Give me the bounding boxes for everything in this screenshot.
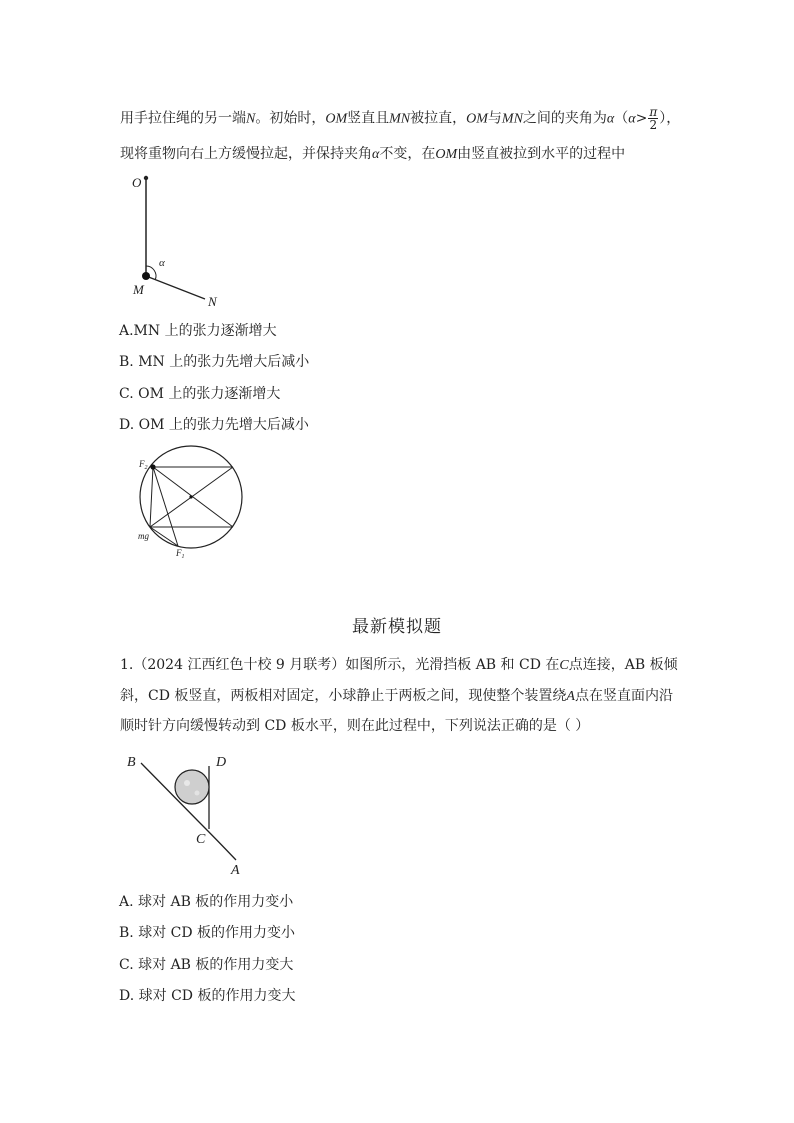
stem-text: （2024 江西红色十校 9 月联考）如图所示，光滑挡板 AB 和 CD 在 — [133, 657, 560, 673]
ball-highlight — [195, 791, 200, 796]
q1-stem-line-3: 顺时针方向缓慢转动到 CD 板水平，则在此过程中，下列说法正确的是（ ） — [120, 718, 590, 734]
stem-text: 之间的夹角为 — [522, 110, 607, 127]
rope-MN — [146, 276, 205, 299]
stem-text: 由竖直被拉到水平的过程中 — [457, 146, 626, 162]
label-alpha: α — [159, 257, 165, 269]
point-O — [144, 176, 148, 180]
q1-option-d: D. 球对 CD 板的作用力变大 — [119, 988, 296, 1004]
question-stem-line-1 — [120, 106, 680, 131]
left-chord — [150, 467, 153, 527]
label-B: B — [127, 755, 136, 770]
stem-text: 。初始时， — [255, 110, 326, 127]
q1-option-b: B. 球对 CD 板的作用力变小 — [119, 925, 296, 941]
point-F2 — [150, 464, 155, 469]
label-OM: OM — [466, 111, 488, 127]
alpha-symbol: α — [606, 111, 615, 127]
force-circle — [140, 446, 242, 548]
label-F2: $F_2$ — [139, 459, 148, 471]
board-AB — [141, 763, 236, 860]
alpha-symbol: α — [372, 147, 380, 162]
option-a: A.MN 上的张力逐渐增大 — [119, 323, 277, 339]
label-C: C — [196, 832, 206, 847]
stem-text: 用手拉住绳的另一端 — [120, 110, 246, 127]
section-title: 最新模拟题 — [352, 617, 442, 637]
label-OM: OM — [325, 111, 348, 127]
angle-arc — [146, 266, 156, 280]
stem-text: 现将重物向右上方缓慢拉起，并保持夹角 — [120, 146, 372, 162]
weight-M — [142, 272, 150, 280]
option-d: D. OM 上的张力先增大后减小 — [119, 417, 309, 433]
fraction-numerator: π — [649, 105, 658, 119]
label-D: D — [216, 755, 227, 770]
pi-over-2-fraction — [648, 106, 658, 131]
label-O: O — [132, 175, 142, 190]
ball-highlight — [184, 780, 190, 786]
circle-center — [189, 495, 192, 498]
label-OM: OM — [435, 147, 458, 162]
diagonal-1 — [153, 467, 233, 527]
option-b: B. MN 上的张力先增大后减小 — [119, 354, 310, 370]
fraction-denominator: 2 — [649, 118, 658, 132]
stem-text: 竖直且 — [347, 110, 390, 127]
label-MN: MN — [501, 111, 523, 127]
label-A: A — [231, 863, 240, 878]
label-F1: $F_1$ — [176, 548, 185, 560]
ball — [175, 770, 209, 804]
q1-option-c: C. 球对 AB 板的作用力变大 — [119, 957, 294, 973]
stem-text: 点连接，AB 板倾 — [568, 657, 678, 673]
paren-open: （ — [614, 110, 629, 127]
label-N: N — [246, 111, 256, 127]
alpha-symbol: α — [628, 111, 636, 127]
q1-option-a: A. 球对 AB 板的作用力变小 — [119, 894, 294, 910]
q1-stem-line-1 — [120, 655, 678, 676]
stem-text: 不变，在 — [379, 146, 436, 162]
diagonal-2 — [150, 467, 233, 527]
label-C: C — [559, 658, 569, 673]
label-MN: MN — [389, 111, 411, 127]
greater-than: > — [635, 110, 648, 127]
force-F1 — [153, 467, 178, 546]
question-number: 1. — [120, 657, 134, 673]
question-stem-line-2 — [120, 144, 625, 165]
stem-text: 与 — [487, 110, 502, 127]
force-mg — [150, 527, 178, 546]
stem-text: 点在竖直面内沿 — [574, 688, 673, 704]
paren-close: ）， — [659, 110, 681, 127]
label-N: N — [208, 294, 217, 309]
q1-stem-line-2 — [120, 686, 673, 707]
label-mg: mg — [138, 531, 149, 541]
option-c: C. OM 上的张力逐渐增大 — [119, 386, 281, 402]
label-M: M — [133, 282, 144, 297]
stem-text: 斜，CD 板竖直，两板相对固定，小球静止于两板之间，现使整个装置绕 — [120, 688, 567, 704]
stem-text: 被拉直， — [410, 110, 467, 127]
label-A: A — [566, 689, 575, 704]
